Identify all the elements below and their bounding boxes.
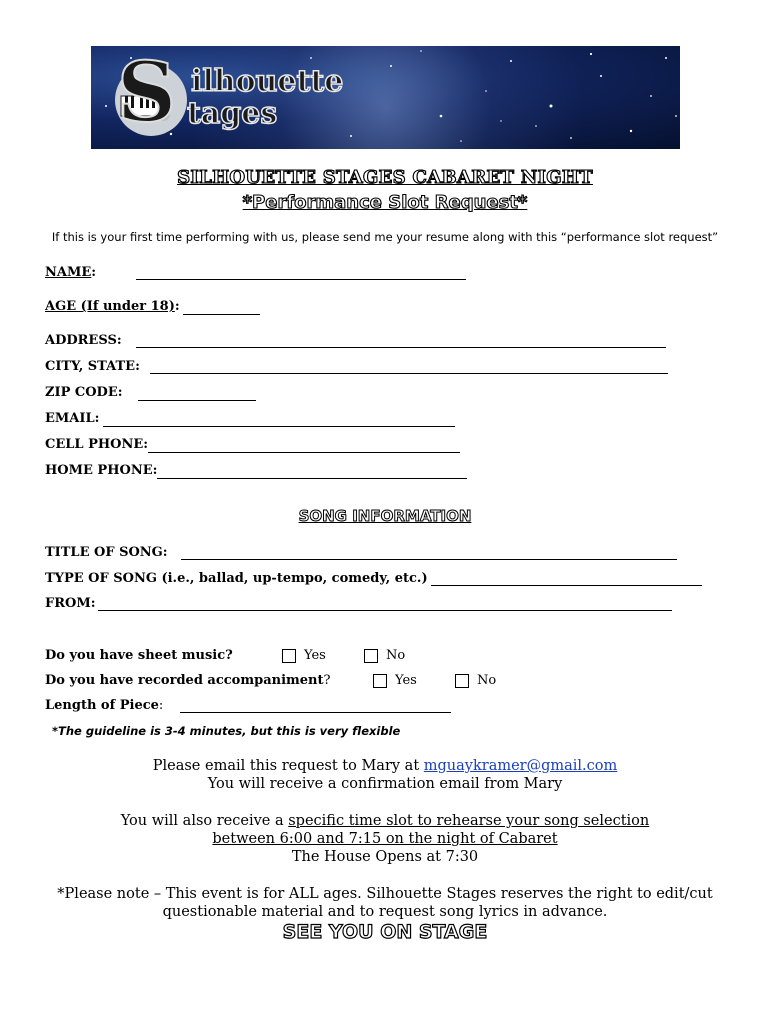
zip-field[interactable] (138, 400, 256, 401)
logo-text-line1: ilhouette (191, 64, 344, 99)
address-label: ADDRESS: (45, 333, 122, 348)
length-label: Length of Piece: (45, 698, 164, 713)
age-label: AGE (If under 18): (45, 299, 180, 314)
accompaniment-no-label: No (477, 673, 497, 688)
sheet-music-yes-label: Yes (304, 648, 326, 663)
accompaniment-question: Do you have recorded accompaniment? (45, 673, 331, 688)
age-field[interactable] (183, 314, 260, 315)
note-line1: *Please note – This event is for ALL ages. Silhouette Stages reserves the right to edit/cut (57, 886, 713, 902)
note-line2: questionable material and to request song lyrics in advance. (162, 904, 608, 920)
name-label: NAME: (45, 265, 97, 280)
accompaniment-yes-label: Yes (395, 673, 417, 688)
email-instruction: Please email this request to Mary at mguaykramer@gmail.com (152, 758, 618, 774)
length-field[interactable] (180, 712, 451, 713)
song-type-field[interactable] (431, 585, 702, 586)
city-state-field[interactable] (150, 373, 668, 374)
accompaniment-no-checkbox[interactable] (455, 674, 469, 688)
closing-message: SEE YOU ON STAGE (282, 921, 488, 943)
house-opens-text: The House Opens at 7:30 (291, 849, 479, 865)
slot-text-line1: You will also receive a specific time slot to rehearse your song selection (120, 813, 650, 829)
email-label: EMAIL: (45, 411, 100, 426)
guideline-note: *The guideline is 3-4 minutes, but this is very flexible (52, 724, 401, 738)
from-field[interactable] (98, 610, 672, 611)
song-type-label: TYPE OF SONG (i.e., ballad, up-tempo, comedy, etc.) (45, 571, 428, 586)
page-title: SILHOUETTE STAGES CABARET NIGHT (177, 167, 593, 188)
cell-phone-field[interactable] (148, 452, 460, 453)
zip-label: ZIP CODE: (45, 385, 123, 400)
song-title-field[interactable] (181, 559, 677, 560)
sheet-music-yes-checkbox[interactable] (282, 649, 296, 663)
starfield (91, 46, 680, 149)
home-phone-label: HOME PHONE: (45, 463, 158, 478)
accompaniment-yes-checkbox[interactable] (373, 674, 387, 688)
sheet-music-no-checkbox[interactable] (364, 649, 378, 663)
sheet-music-no-label: No (386, 648, 406, 663)
cell-phone-label: CELL PHONE: (45, 437, 149, 452)
slot-text-line2: between 6:00 and 7:15 on the night of Cabaret (212, 831, 558, 847)
song-section-title: SONG INFORMATION (298, 507, 472, 525)
logo-initial: S (117, 46, 177, 141)
logo-text-line2: tages (187, 96, 278, 131)
song-title-label: TITLE OF SONG: (45, 545, 168, 560)
page-subtitle: *Performance Slot Request* (242, 192, 528, 213)
confirmation-text: You will receive a confirmation email from Mary (207, 776, 563, 792)
address-field[interactable] (136, 347, 666, 348)
email-link[interactable]: mguaykramer@gmail.com (423, 758, 618, 774)
from-label: FROM: (45, 596, 96, 611)
header-banner (91, 46, 680, 149)
city-state-label: CITY, STATE: (45, 359, 140, 374)
intro-text: If this is your first time performing with us, please send me your resume along with this “performance slot request” (51, 230, 719, 244)
email-field[interactable] (103, 426, 455, 427)
name-field[interactable] (136, 279, 466, 280)
sheet-music-question: Do you have sheet music? (45, 648, 233, 663)
home-phone-field[interactable] (157, 478, 467, 479)
